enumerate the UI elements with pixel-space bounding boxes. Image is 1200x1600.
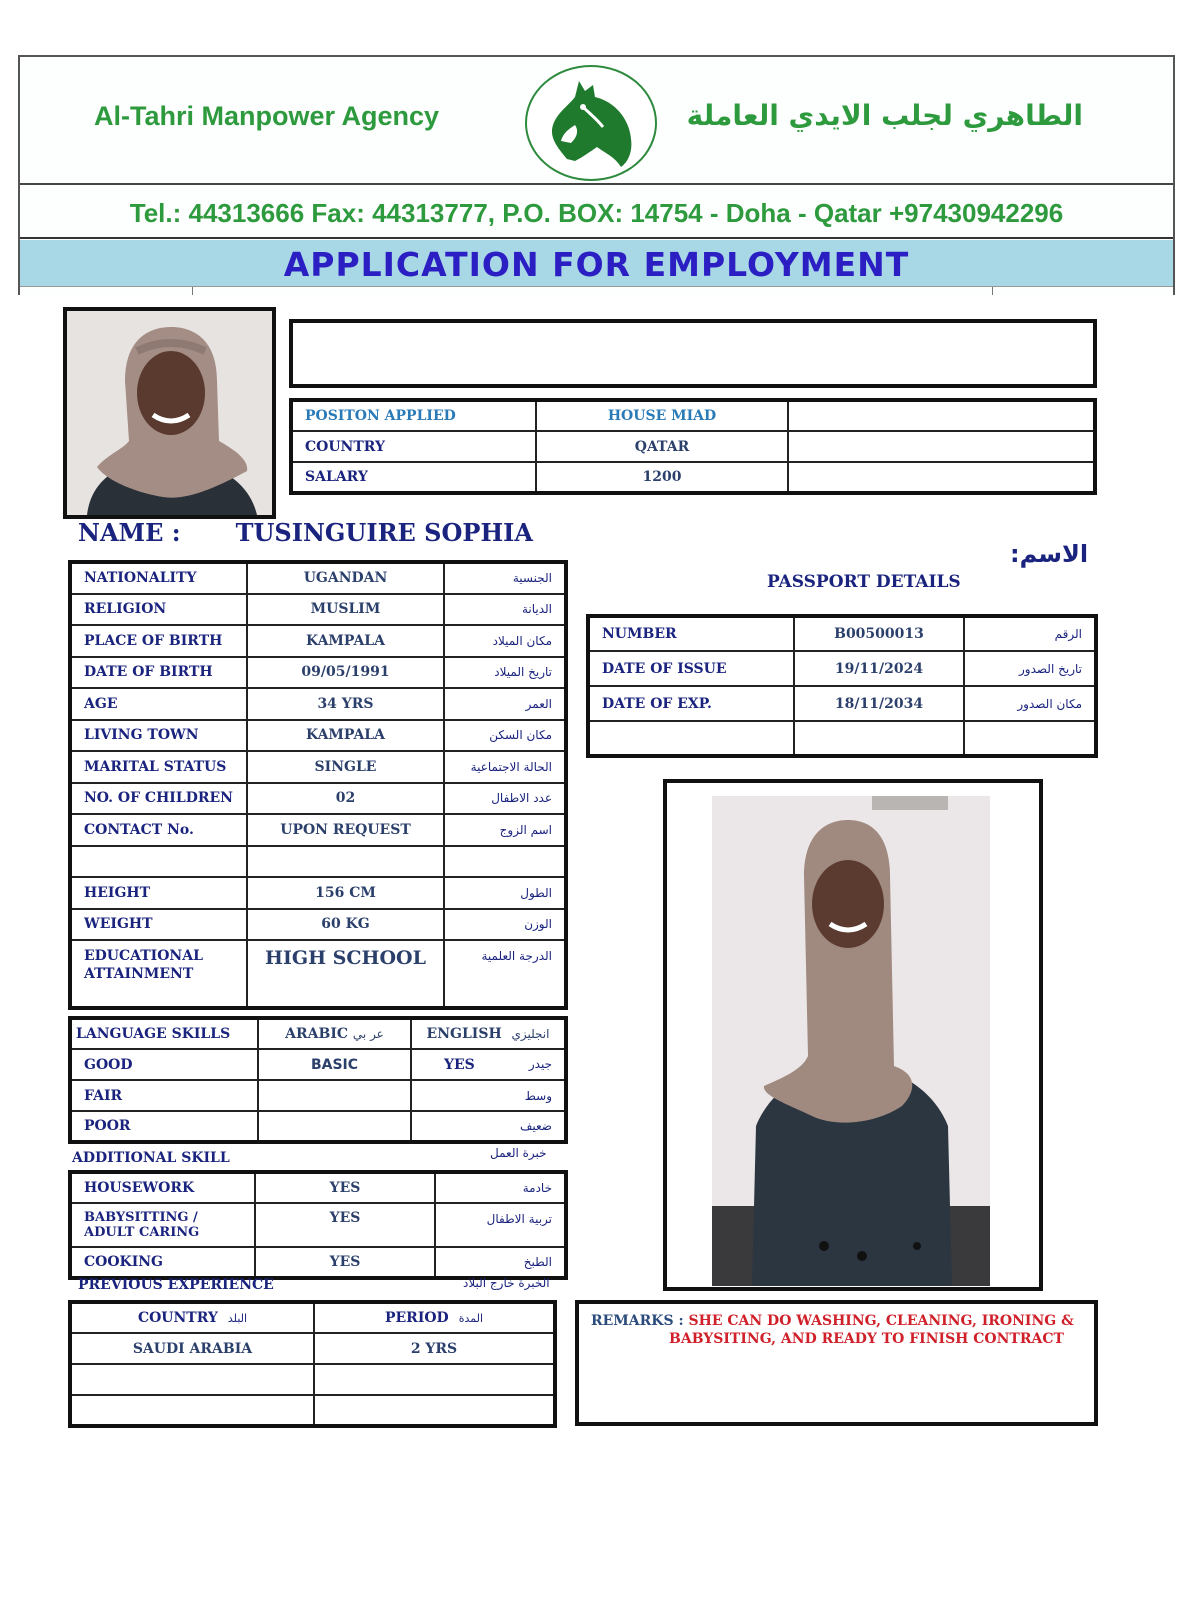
table-row [70, 1333, 555, 1364]
skill-label: HOUSEWORK [70, 1172, 255, 1203]
table-row [70, 594, 566, 626]
position-extra [788, 400, 1095, 431]
table-row [588, 721, 1096, 756]
field-label-ar: الجنسية [444, 562, 566, 594]
additional-skill-title-ar: خبرة العمل [490, 1146, 547, 1160]
passport-label: DATE OF EXP. [588, 686, 794, 721]
table-row [70, 846, 566, 878]
position-table [289, 398, 1097, 495]
passport-label-ar [964, 721, 1096, 756]
previous-experience-title-ar: الخبرة خارج البلاد [463, 1276, 550, 1290]
cropped-row [20, 286, 1173, 295]
passport-label [588, 721, 794, 756]
field-value: 156 CM [247, 877, 444, 909]
additional-skills-table [68, 1170, 568, 1280]
table-row [588, 651, 1096, 686]
remarks-text-1: SHE CAN DO WASHING, CLEANING, IRONING & [688, 1313, 1074, 1329]
field-label: LIVING TOWN [70, 720, 247, 752]
field-label: MARITAL STATUS [70, 751, 247, 783]
english-level: YES [444, 1056, 475, 1073]
english-col-label: ENGLISH [426, 1026, 502, 1042]
experience-country [70, 1395, 314, 1426]
field-value: 60 KG [247, 909, 444, 941]
experience-period: 2 YRS [314, 1333, 555, 1364]
remarks-box [575, 1300, 1098, 1426]
table-row [70, 1302, 555, 1333]
field-label-ar: الدرجة العلمية [444, 940, 566, 1008]
skill-value: YES [255, 1247, 435, 1278]
passport-label-ar: مكان الصدور [964, 686, 1096, 721]
field-label: NO. OF CHILDREN [70, 783, 247, 815]
applicant-headshot-photo [63, 307, 276, 519]
name-label-ar: الاسم: [1010, 540, 1089, 568]
field-label-ar: الطول [444, 877, 566, 909]
period-header-label-ar: المدة [458, 1312, 484, 1325]
experience-period [314, 1395, 555, 1426]
position-label: POSITON APPLIED [291, 400, 536, 431]
table-row [291, 462, 1095, 493]
arabic-col-label-ar: عر بي [352, 1027, 384, 1041]
passport-label: DATE OF ISSUE [588, 651, 794, 686]
field-label: PLACE OF BIRTH [70, 625, 247, 657]
field-value: SINGLE [247, 751, 444, 783]
name-label: NAME : [78, 518, 181, 547]
passport-label: NUMBER [588, 616, 794, 651]
level-label-ar: ضعيف [411, 1111, 566, 1142]
table-row [70, 625, 566, 657]
field-label-ar: العمر [444, 688, 566, 720]
remarks-label: REMARKS : [591, 1313, 684, 1329]
passport-value [794, 721, 964, 756]
table-row [70, 1080, 566, 1111]
passport-value: 18/11/2034 [794, 686, 964, 721]
skill-label-ar: الطبخ [435, 1247, 566, 1278]
table-row [70, 814, 566, 846]
field-label-ar: مكان الميلاد [444, 625, 566, 657]
field-label [70, 846, 247, 878]
field-value: KAMPALA [247, 720, 444, 752]
additional-skill-title: ADDITIONAL SKILL [72, 1150, 230, 1166]
skill-value: YES [255, 1172, 435, 1203]
skill-label-ar: خادمة [435, 1172, 566, 1203]
skill-label: COOKING [70, 1247, 255, 1278]
table-row [70, 1049, 566, 1080]
table-row [588, 686, 1096, 721]
blank-header-box [289, 319, 1097, 388]
table-row [70, 562, 566, 594]
field-value: 34 YRS [247, 688, 444, 720]
agency-name-en: Al-Tahri Manpower Agency [94, 101, 440, 131]
field-value: UPON REQUEST [247, 814, 444, 846]
table-row [70, 688, 566, 720]
experience-country [70, 1364, 314, 1395]
field-label-ar: الحالة الاجتماعية [444, 751, 566, 783]
field-label: RELIGION [70, 594, 247, 626]
field-label: HEIGHT [70, 877, 247, 909]
level-label-ar: جيدر [528, 1056, 552, 1071]
table-row [70, 940, 566, 1008]
field-label: DATE OF BIRTH [70, 657, 247, 689]
english-col-label-ar: انجليزي [511, 1027, 550, 1041]
table-row [588, 616, 1096, 651]
field-label: AGE [70, 688, 247, 720]
name-value: TUSINGUIRE SOPHIA [235, 518, 533, 547]
table-row [70, 1203, 566, 1247]
passport-title: PASSPORT DETAILS [767, 572, 961, 592]
country-extra [788, 431, 1095, 462]
english-level-cell [411, 1049, 566, 1080]
table-row [291, 400, 1095, 431]
experience-country: SAUDI ARABIA [70, 1333, 314, 1364]
table-row [70, 1247, 566, 1278]
arabic-level: BASIC [258, 1049, 411, 1080]
country-header [70, 1302, 314, 1333]
contact-line: Tel.: 44313666 Fax: 44313777, P.O. BOX: 14754 - Doha - Qatar +97430942296 [20, 187, 1173, 239]
previous-experience-table [68, 1300, 557, 1428]
letterhead [18, 55, 1175, 295]
field-label-ar: الوزن [444, 909, 566, 941]
table-row [291, 431, 1095, 462]
table-row [70, 877, 566, 909]
language-header-label: LANGUAGE SKILLS [70, 1018, 258, 1049]
field-label: WEIGHT [70, 909, 247, 941]
table-row [70, 909, 566, 941]
field-label: EDUCATIONAL ATTAINMENT [70, 940, 247, 1008]
field-label-ar [444, 846, 566, 878]
horse-head-logo-icon [525, 65, 657, 181]
salary-label: SALARY [291, 462, 536, 493]
field-value: UGANDAN [247, 562, 444, 594]
arabic-col-label: ARABIC [285, 1026, 349, 1042]
arabic-level [258, 1111, 411, 1142]
passport-value: B00500013 [794, 616, 964, 651]
passport-value: 19/11/2024 [794, 651, 964, 686]
agency-name-ar: الطاهري لجلب الايدي العاملة [686, 99, 1083, 132]
applicant-full-length-photo [712, 796, 990, 1286]
table-row [70, 1111, 566, 1142]
field-label-ar: عدد الاطفال [444, 783, 566, 815]
arabic-level [258, 1080, 411, 1111]
field-value: 09/05/1991 [247, 657, 444, 689]
passport-label-ar: تاريخ الصدور [964, 651, 1096, 686]
language-header-arabic [258, 1018, 411, 1049]
field-label: CONTACT No. [70, 814, 247, 846]
passport-table [586, 614, 1098, 758]
table-row [70, 1364, 555, 1395]
period-header-label: PERIOD [384, 1310, 449, 1326]
level-label-ar: وسط [411, 1080, 566, 1111]
field-label-ar: تاريخ الميلاد [444, 657, 566, 689]
passport-label-ar: الرقم [964, 616, 1096, 651]
field-value: MUSLIM [247, 594, 444, 626]
table-row [70, 1395, 555, 1426]
language-header-english [411, 1018, 566, 1049]
language-skills-table [68, 1016, 568, 1144]
skill-label: BABYSITTING / ADULT CARING [70, 1203, 255, 1247]
full-photo-frame [663, 779, 1043, 1291]
country-label: COUNTRY [291, 431, 536, 462]
letterhead-top [20, 57, 1173, 185]
field-value [247, 846, 444, 878]
form-title: APPLICATION FOR EMPLOYMENT [20, 240, 1173, 286]
field-label-ar: مكان السكن [444, 720, 566, 752]
level-label: FAIR [70, 1080, 258, 1111]
remarks-text-2: BABYSITING, AND READY TO FINISH CONTRACT [669, 1331, 1064, 1347]
table-row [70, 1172, 566, 1203]
country-value: QATAR [536, 431, 788, 462]
personal-details-table [68, 560, 568, 1010]
table-row [70, 1018, 566, 1049]
previous-experience-title: PREVIOUS EXPERIENCE [78, 1277, 274, 1293]
field-label-ar: اسم الزوج [444, 814, 566, 846]
applicant-name [78, 518, 533, 547]
field-value: 02 [247, 783, 444, 815]
period-header [314, 1302, 555, 1333]
level-label: POOR [70, 1111, 258, 1142]
country-header-label-ar: البلد [227, 1312, 248, 1325]
table-row [70, 751, 566, 783]
level-label: GOOD [70, 1049, 258, 1080]
skill-label-ar: تربية الاطفال [435, 1203, 566, 1247]
position-value: HOUSE MIAD [536, 400, 788, 431]
table-row [70, 657, 566, 689]
field-label: NATIONALITY [70, 562, 247, 594]
field-label-ar: الديانة [444, 594, 566, 626]
country-header-label: COUNTRY [137, 1310, 218, 1326]
salary-extra [788, 462, 1095, 493]
salary-value: 1200 [536, 462, 788, 493]
field-value: HIGH SCHOOL [247, 940, 444, 1008]
table-row [70, 720, 566, 752]
skill-value: YES [255, 1203, 435, 1247]
field-value: KAMPALA [247, 625, 444, 657]
experience-period [314, 1364, 555, 1395]
table-row [70, 783, 566, 815]
remarks-line-1 [591, 1312, 1082, 1330]
